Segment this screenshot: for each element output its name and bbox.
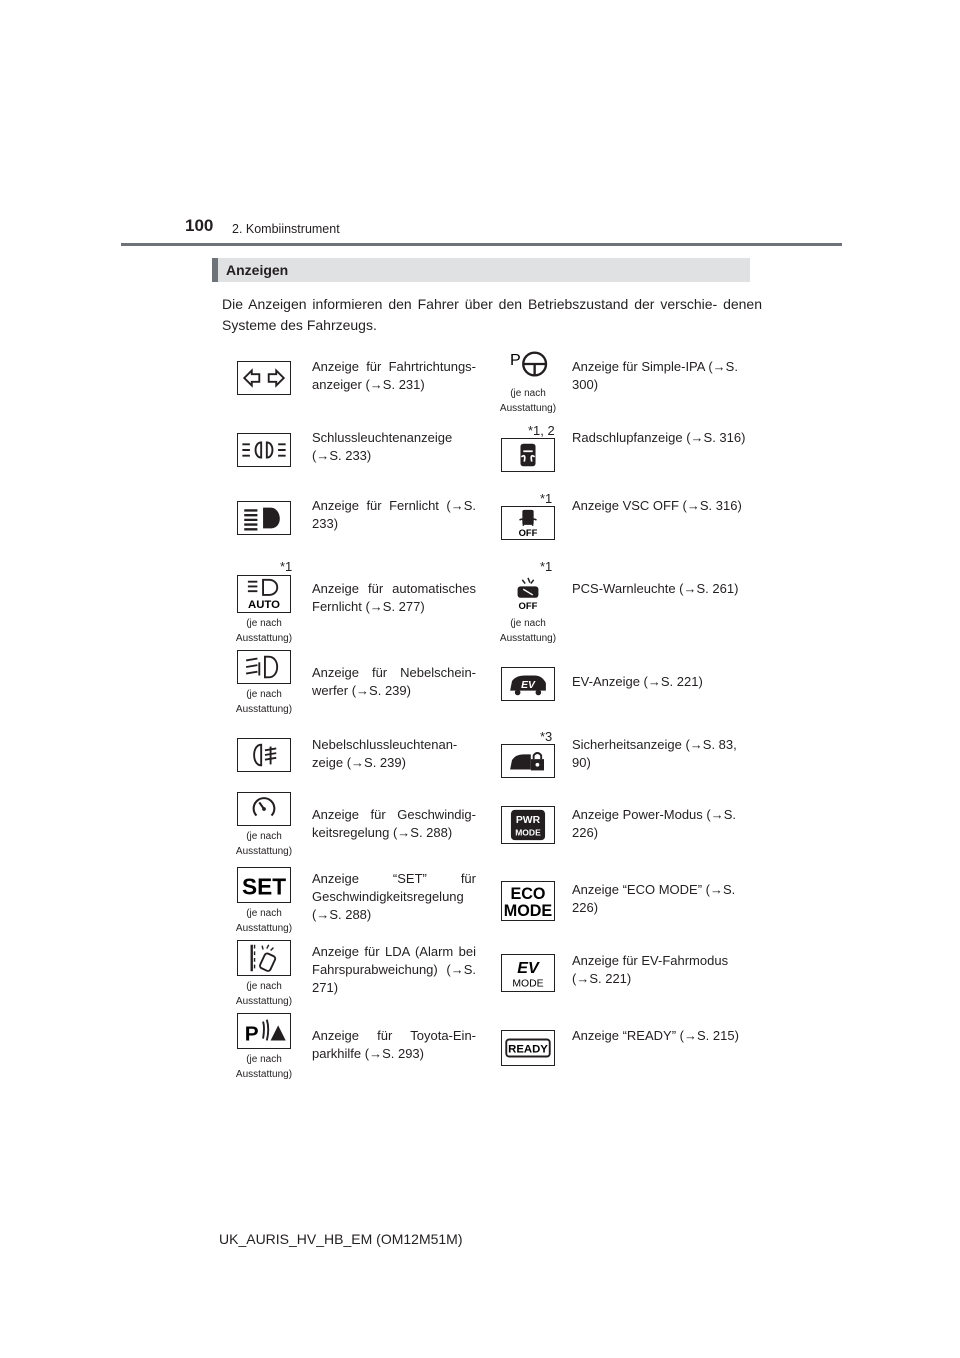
indicator-description: Anzeige für automatisches Fernlicht (→S. 277) <box>312 581 476 614</box>
indicator-description: Nebelschlussleuchtenan- zeige (→S. 239) <box>312 737 458 770</box>
indicator-description: EV-Anzeige (→S. 221) <box>572 674 703 689</box>
pwr-text: PWR <box>515 815 541 827</box>
footnote-marker: *3 <box>540 729 553 744</box>
eco-mode-icon <box>501 881 555 921</box>
indicator-description: Anzeige Power-Modus (→S. 226) <box>572 807 737 840</box>
lda-icon <box>237 940 291 976</box>
indicator-row <box>222 424 752 484</box>
ev-mode-icon <box>501 954 555 992</box>
indicator-description: Anzeige für Fernlicht (→S. 233) <box>312 498 476 531</box>
footnote-marker: *1 <box>540 491 553 506</box>
equipment-note: (je nach Ausstattung) <box>235 981 293 1007</box>
cruise-control-icon <box>237 792 291 826</box>
indicator-row <box>222 730 752 788</box>
indicator-row <box>222 867 752 939</box>
high-beam-icon <box>237 501 291 535</box>
pwr-mode-icon <box>501 806 555 844</box>
ev-text: EV <box>521 679 535 691</box>
footnote-marker: *1 <box>540 559 553 574</box>
eco-text: ECO <box>510 885 546 904</box>
equipment-note: (je nach Ausstattung) <box>235 831 293 857</box>
turn-signal-arrows-icon <box>237 361 291 395</box>
footnote-marker: *1, 2 <box>528 423 555 438</box>
chapter-title: 2. Kombiinstrument <box>232 222 340 236</box>
ready-icon <box>501 1030 555 1066</box>
set-icon <box>237 867 291 903</box>
indicator-row <box>222 940 752 1012</box>
indicator-description: Radschlupfanzeige (→S. 316) <box>572 430 746 445</box>
auto-high-beam-icon <box>237 575 291 613</box>
pcs-warning-icon <box>501 575 555 613</box>
indicator-description: PCS-Warnleuchte (→S. 261) <box>572 581 739 596</box>
indicator-description: Anzeige “SET” für Geschwindigkeitsregelung (→S. 288) <box>312 871 476 922</box>
ev-car-icon <box>501 667 555 701</box>
front-fog-icon <box>237 650 291 684</box>
section-accent <box>212 258 218 282</box>
header-rule <box>121 243 842 246</box>
simple-ipa-p-steering-icon <box>501 345 555 383</box>
set-text: SET <box>241 873 287 900</box>
ready-text: READY <box>508 1043 548 1056</box>
security-lock-car-icon <box>501 744 555 778</box>
indicator-description: Anzeige “READY” (→S. 215) <box>572 1028 739 1043</box>
auto-text: AUTO <box>248 599 280 612</box>
equipment-note: (je nach Ausstattung) <box>499 388 557 414</box>
indicator-description: Anzeige VSC OFF (→S. 316) <box>572 498 742 513</box>
indicator-description: Sicherheitsanzeige (→S. 83, 90) <box>572 737 737 770</box>
footnote-marker: *1 <box>280 559 293 574</box>
slip-car-icon <box>501 438 555 472</box>
vsc-off-text: OFF <box>518 527 538 539</box>
rear-fog-icon <box>237 738 291 772</box>
indicator-description: Anzeige für EV-Fahrmodus (→S. 221) <box>572 953 729 986</box>
vsc-off-icon <box>501 506 555 540</box>
pcs-off-text: OFF <box>518 601 538 612</box>
equipment-note: (je nach Ausstattung) <box>499 618 557 644</box>
indicator-row <box>222 345 752 415</box>
intro-paragraph: Die Anzeigen informieren den Fahrer über den Betriebszustand der verschie- denen Systeme des Fahrzeugs. <box>222 296 762 333</box>
equipment-note: (je nach Ausstattung) <box>235 618 293 644</box>
indicator-description: Anzeige für Nebelschein- werfer (→S. 239) <box>312 665 476 698</box>
indicator-description: Anzeige für Toyota-Ein- parkhilfe (→S. 293) <box>312 1028 476 1061</box>
pwr-mode-text: MODE <box>515 827 541 838</box>
equipment-note: (je nach Ausstattung) <box>235 689 293 715</box>
equipment-note: (je nach Ausstattung) <box>235 908 293 934</box>
indicator-description: Anzeige für Fahrtrichtungs- anzeiger (→S. 231) <box>312 359 476 392</box>
page-number: 100 <box>185 216 214 235</box>
indicator-description: Anzeige für LDA (Alarm bei Fahrspurabweichung) (→S. 271) <box>312 944 476 995</box>
parking-assist-icon <box>237 1013 291 1049</box>
indicator-description: Anzeige “ECO MODE” (→S. 226) <box>572 882 736 915</box>
indicator-row <box>222 492 752 554</box>
footer-code: UK_AURIS_HV_HB_EM (OM12M51M) <box>219 1231 463 1247</box>
indicator-description: Anzeige für Simple-IPA (→S. 300) <box>572 359 738 392</box>
indicator-row <box>222 650 752 725</box>
eco-mode-text: MODE <box>503 902 553 920</box>
indicator-row <box>222 560 752 645</box>
park-text: P <box>244 1022 259 1046</box>
section-title: Anzeigen <box>226 262 289 278</box>
section-heading <box>212 258 750 282</box>
simple-ipa-letter: P <box>510 350 521 369</box>
ev-mode-text: MODE <box>512 978 544 990</box>
indicator-row <box>222 792 752 862</box>
indicator-description: Anzeige für Geschwindig- keitsregelung (→S. 288) <box>312 807 476 840</box>
indicator-description: Schlussleuchtenanzeige (→S. 233) <box>312 430 453 463</box>
tail-light-icon <box>237 433 291 467</box>
indicator-row <box>222 1013 752 1085</box>
equipment-note: (je nach Ausstattung) <box>235 1054 293 1080</box>
ev-mode-ev-text: EV <box>517 959 539 977</box>
